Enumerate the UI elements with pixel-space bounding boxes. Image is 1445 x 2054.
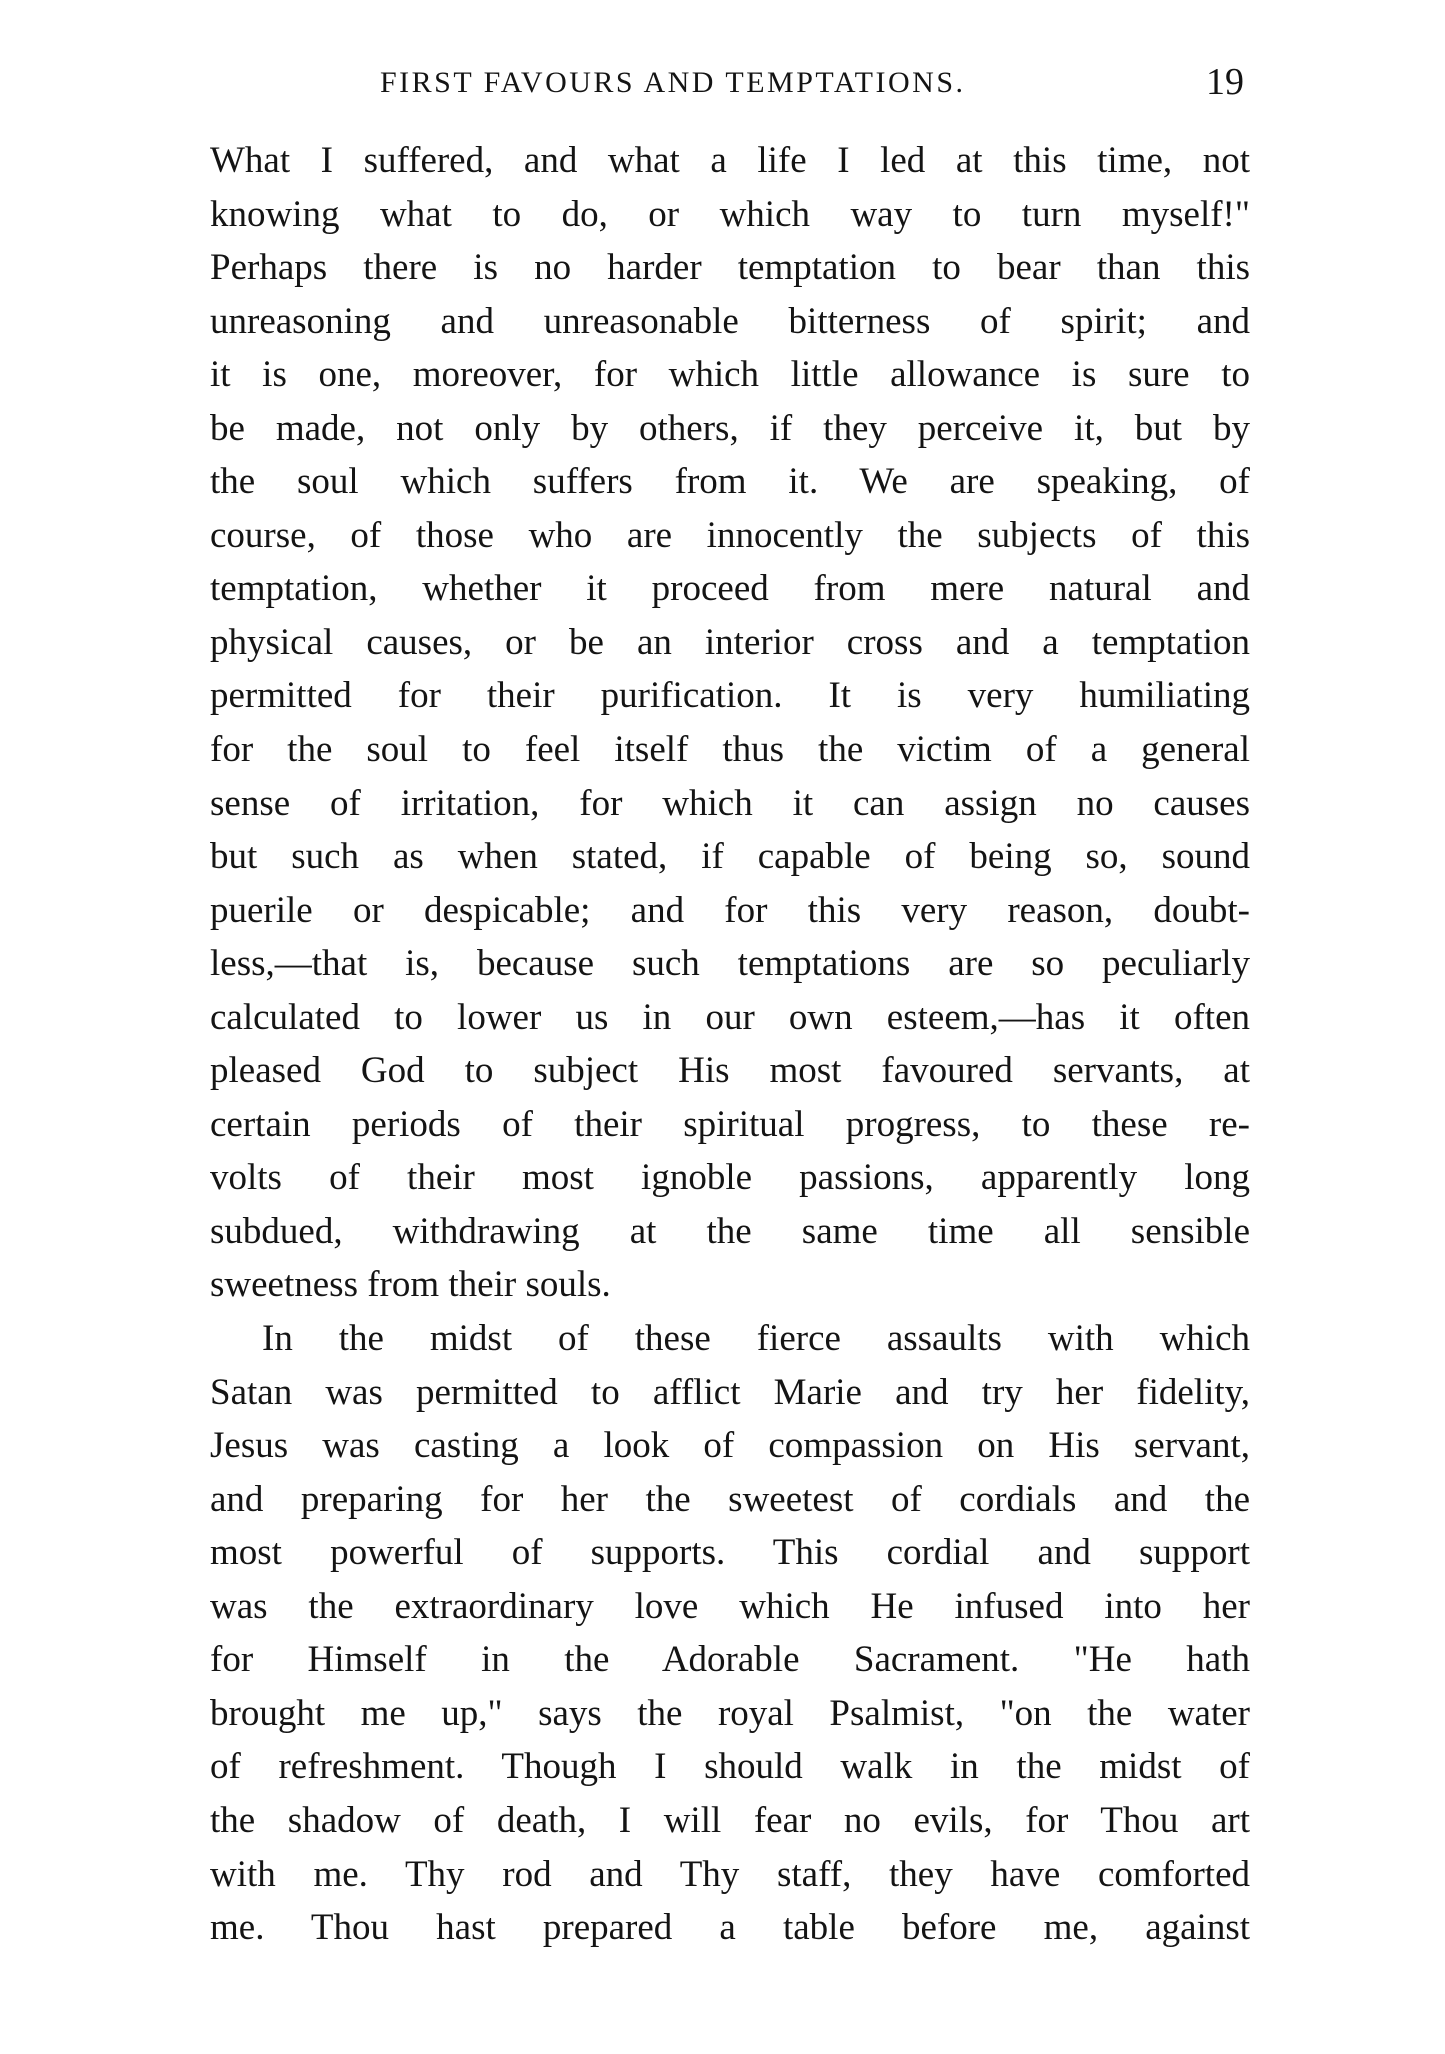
text-line: and preparing for her the sweetest of cordials and the bbox=[210, 1478, 1250, 1520]
text-line: permitted for their purification. It is very humiliating bbox=[210, 675, 1250, 717]
text-line: volts of their most ignoble passions, apparently long bbox=[210, 1157, 1250, 1199]
text-line: it is one, moreover, for which little allowance is sure to bbox=[210, 354, 1250, 396]
text-line: unreasoning and unreasonable bitterness of spirit; and bbox=[210, 300, 1250, 342]
text-line: of refreshment. Though I should walk in the midst of bbox=[210, 1746, 1250, 1788]
paragraph-end-line: sweetness from their souls. bbox=[210, 1264, 611, 1306]
text-line: What I suffered, and what a life I led at this time, not bbox=[210, 140, 1250, 181]
text-line: puerile or despicable; and for this very reason, doubt- bbox=[210, 889, 1250, 931]
text-line: but such as when stated, if capable of being so, sound bbox=[210, 836, 1250, 878]
running-title: FIRST FAVOURS AND TEMPTATIONS. bbox=[380, 66, 966, 99]
text-line: course, of those who are innocently the subjects of this bbox=[210, 514, 1250, 556]
text-line: with me. Thy rod and Thy staff, they have comforted bbox=[210, 1853, 1250, 1895]
text-line: temptation, whether it proceed from mere natural and bbox=[210, 568, 1250, 610]
text-line: pleased God to subject His most favoured servants, at bbox=[210, 1050, 1250, 1092]
page-number: 19 bbox=[1206, 61, 1244, 103]
text-line: the soul which suffers from it. We are speaking, of bbox=[210, 461, 1250, 503]
text-line: Satan was permitted to afflict Marie and try her fidelity, bbox=[210, 1371, 1250, 1413]
text-line: brought me up," says the royal Psalmist, "on the water bbox=[210, 1692, 1250, 1734]
text-line: the shadow of death, I will fear no evils, for Thou art bbox=[210, 1799, 1250, 1841]
text-line: calculated to lower us in our own esteem,—has it often bbox=[210, 996, 1250, 1038]
text-line: sense of irritation, for which it can assign no causes bbox=[210, 782, 1250, 824]
text-line: certain periods of their spiritual progress, to these re- bbox=[210, 1103, 1250, 1145]
text-line: subdued, withdrawing at the same time all sensible bbox=[210, 1210, 1250, 1252]
paragraph-start-line: In the midst of these fierce assaults with which bbox=[262, 1318, 1250, 1360]
text-line: Jesus was casting a look of compassion on His servant, bbox=[210, 1425, 1250, 1467]
text-line: for Himself in the Adorable Sacrament. "He hath bbox=[210, 1639, 1250, 1681]
text-line: me. Thou hast prepared a table before me, against bbox=[210, 1907, 1250, 1949]
text-line: less,—that is, because such temptations are so peculiarly bbox=[210, 943, 1250, 985]
body-text bbox=[210, 134, 1250, 1955]
running-head bbox=[210, 60, 1250, 110]
text-line: be made, not only by others, if they perceive it, but by bbox=[210, 407, 1250, 449]
text-line: physical causes, or be an interior cross and a temptation bbox=[210, 621, 1250, 663]
text-line: for the soul to feel itself thus the victim of a general bbox=[210, 729, 1250, 771]
text-line: Perhaps there is no harder temptation to bear than this bbox=[210, 247, 1250, 289]
text-line: knowing what to do, or which way to turn myself!" bbox=[210, 193, 1250, 235]
text-line: most powerful of supports. This cordial and support bbox=[210, 1532, 1250, 1574]
text-line: was the extraordinary love which He infused into her bbox=[210, 1585, 1250, 1627]
